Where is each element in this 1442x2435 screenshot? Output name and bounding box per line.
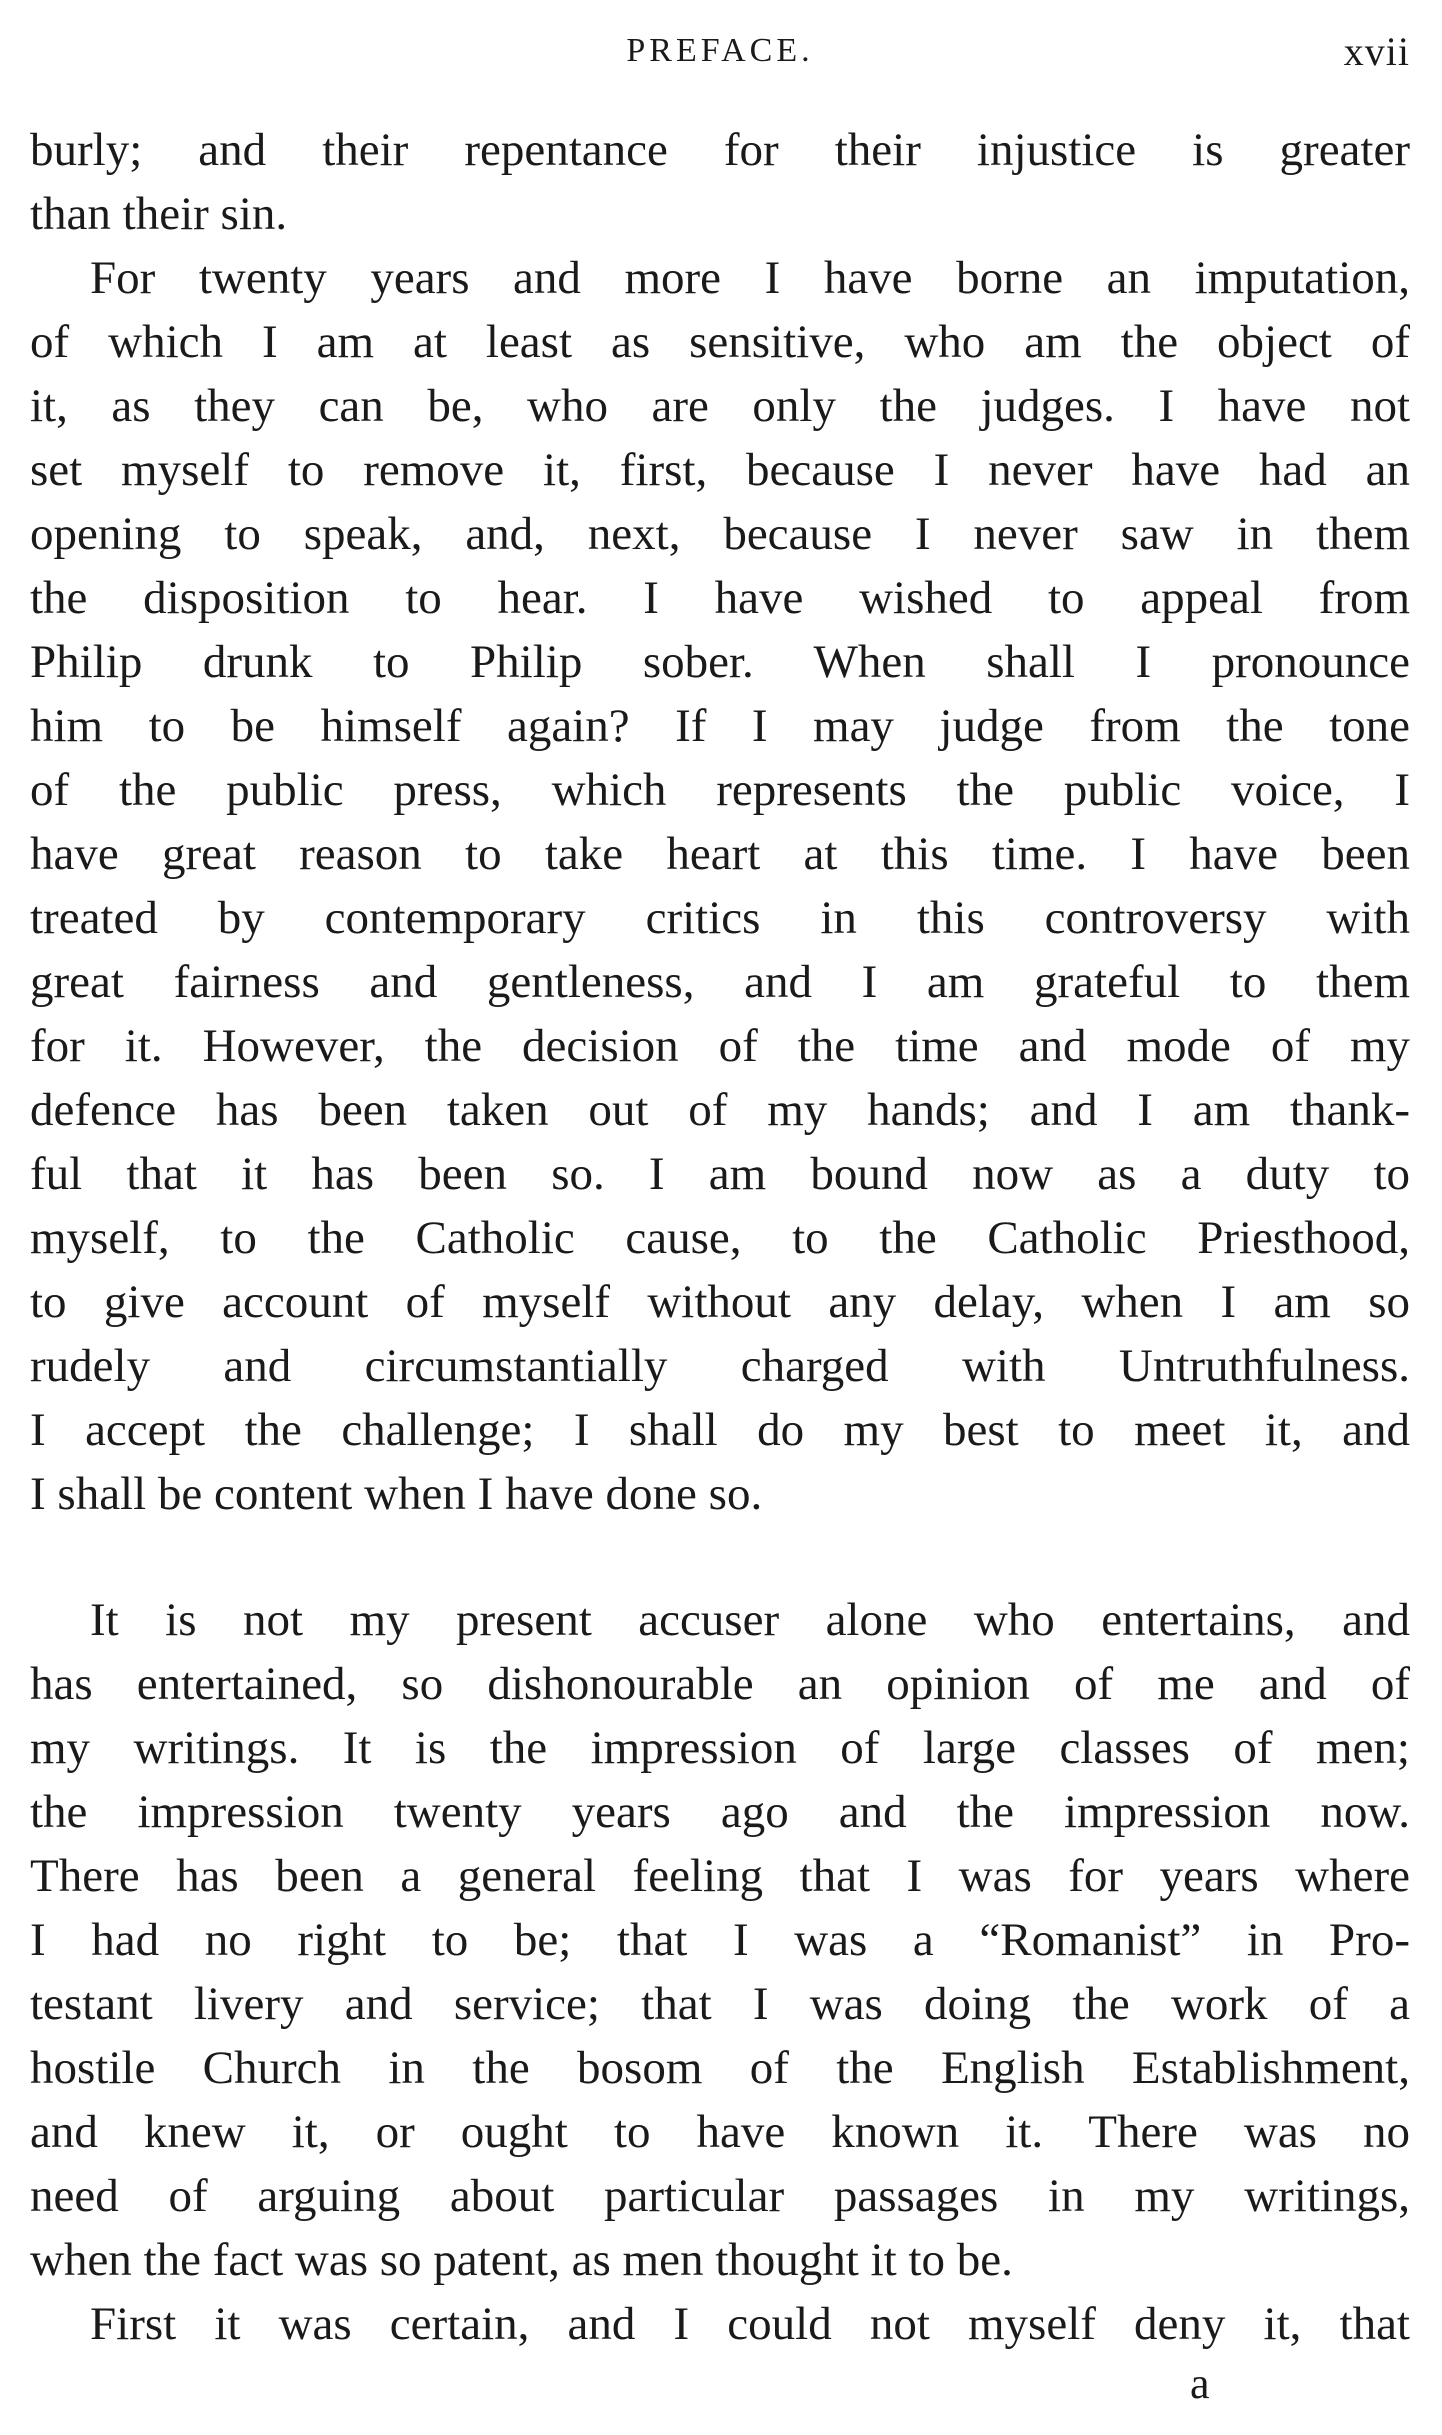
text-line: it, as they can be, who are only the judges. I have not [30, 380, 1410, 432]
text-line: need of arguing about particular passages in my writings, [30, 2170, 1410, 2222]
text-line: of which I am at least as sensitive, who am the object of [30, 316, 1410, 368]
paragraph [30, 246, 1410, 1526]
text-line: First it was certain, and I could not myself deny it, that [90, 2298, 1410, 2350]
body-text [30, 118, 1410, 2356]
paragraph [30, 1588, 1410, 2292]
text-line: rudely and circumstantially charged with Untruthfulness. [30, 1340, 1410, 1392]
text-line: have great reason to take heart at this time. I have been [30, 828, 1410, 880]
text-line: when the fact was so patent, as men thought it to be. [30, 2234, 1013, 2286]
text-line: than their sin. [30, 188, 288, 240]
text-line: to give account of myself without any delay, when I am so [30, 1276, 1410, 1328]
text-line: I had no right to be; that I was a “Romanist” in Pro- [30, 1914, 1410, 1966]
text-line: I accept the challenge; I shall do my best to meet it, and [30, 1404, 1410, 1456]
running-head [30, 28, 1410, 78]
paragraph [30, 118, 1410, 246]
text-line: It is not my present accuser alone who entertains, and [90, 1594, 1410, 1646]
text-line: opening to speak, and, next, because I never saw in them [30, 508, 1410, 560]
text-line: the disposition to hear. I have wished to appeal from [30, 572, 1410, 624]
paragraph-gap [30, 1526, 1410, 1588]
text-line: of the public press, which represents the public voice, I [30, 764, 1410, 816]
paragraph [30, 2292, 1410, 2356]
text-line: hostile Church in the bosom of the English Establishment, [30, 2042, 1410, 2094]
running-head-title: PREFACE. [626, 32, 814, 69]
signature-mark: a [1190, 2359, 1210, 2408]
text-line: For twenty years and more I have borne an imputation, [90, 252, 1410, 304]
text-line: the impression twenty years ago and the impression now. [30, 1786, 1410, 1838]
text-line: him to be himself again? If I may judge from the tone [30, 700, 1410, 752]
text-line: testant livery and service; that I was doing the work of a [30, 1978, 1410, 2030]
text-line: my writings. It is the impression of large classes of men; [30, 1722, 1410, 1774]
text-line: I shall be content when I have done so. [30, 1468, 763, 1520]
text-line: great fairness and gentleness, and I am grateful to them [30, 956, 1410, 1008]
text-line: burly; and their repentance for their injustice is greater [30, 124, 1410, 176]
text-line: Philip drunk to Philip sober. When shall I pronounce [30, 636, 1410, 688]
text-line: There has been a general feeling that I was for years where [30, 1850, 1410, 1902]
page-number: xvii [1343, 29, 1410, 74]
text-line: treated by contemporary critics in this controversy with [30, 892, 1410, 944]
text-line: defence has been taken out of my hands; and I am thank- [30, 1084, 1410, 1136]
text-line: myself, to the Catholic cause, to the Catholic Priesthood, [30, 1212, 1410, 1264]
text-line: for it. However, the decision of the time and mode of my [30, 1020, 1410, 1072]
text-line: ful that it has been so. I am bound now as a duty to [30, 1148, 1410, 1200]
text-line: has entertained, so dishonourable an opinion of me and of [30, 1658, 1410, 1710]
text-line: set myself to remove it, first, because I never have had an [30, 444, 1410, 496]
text-line: and knew it, or ought to have known it. There was no [30, 2106, 1410, 2158]
